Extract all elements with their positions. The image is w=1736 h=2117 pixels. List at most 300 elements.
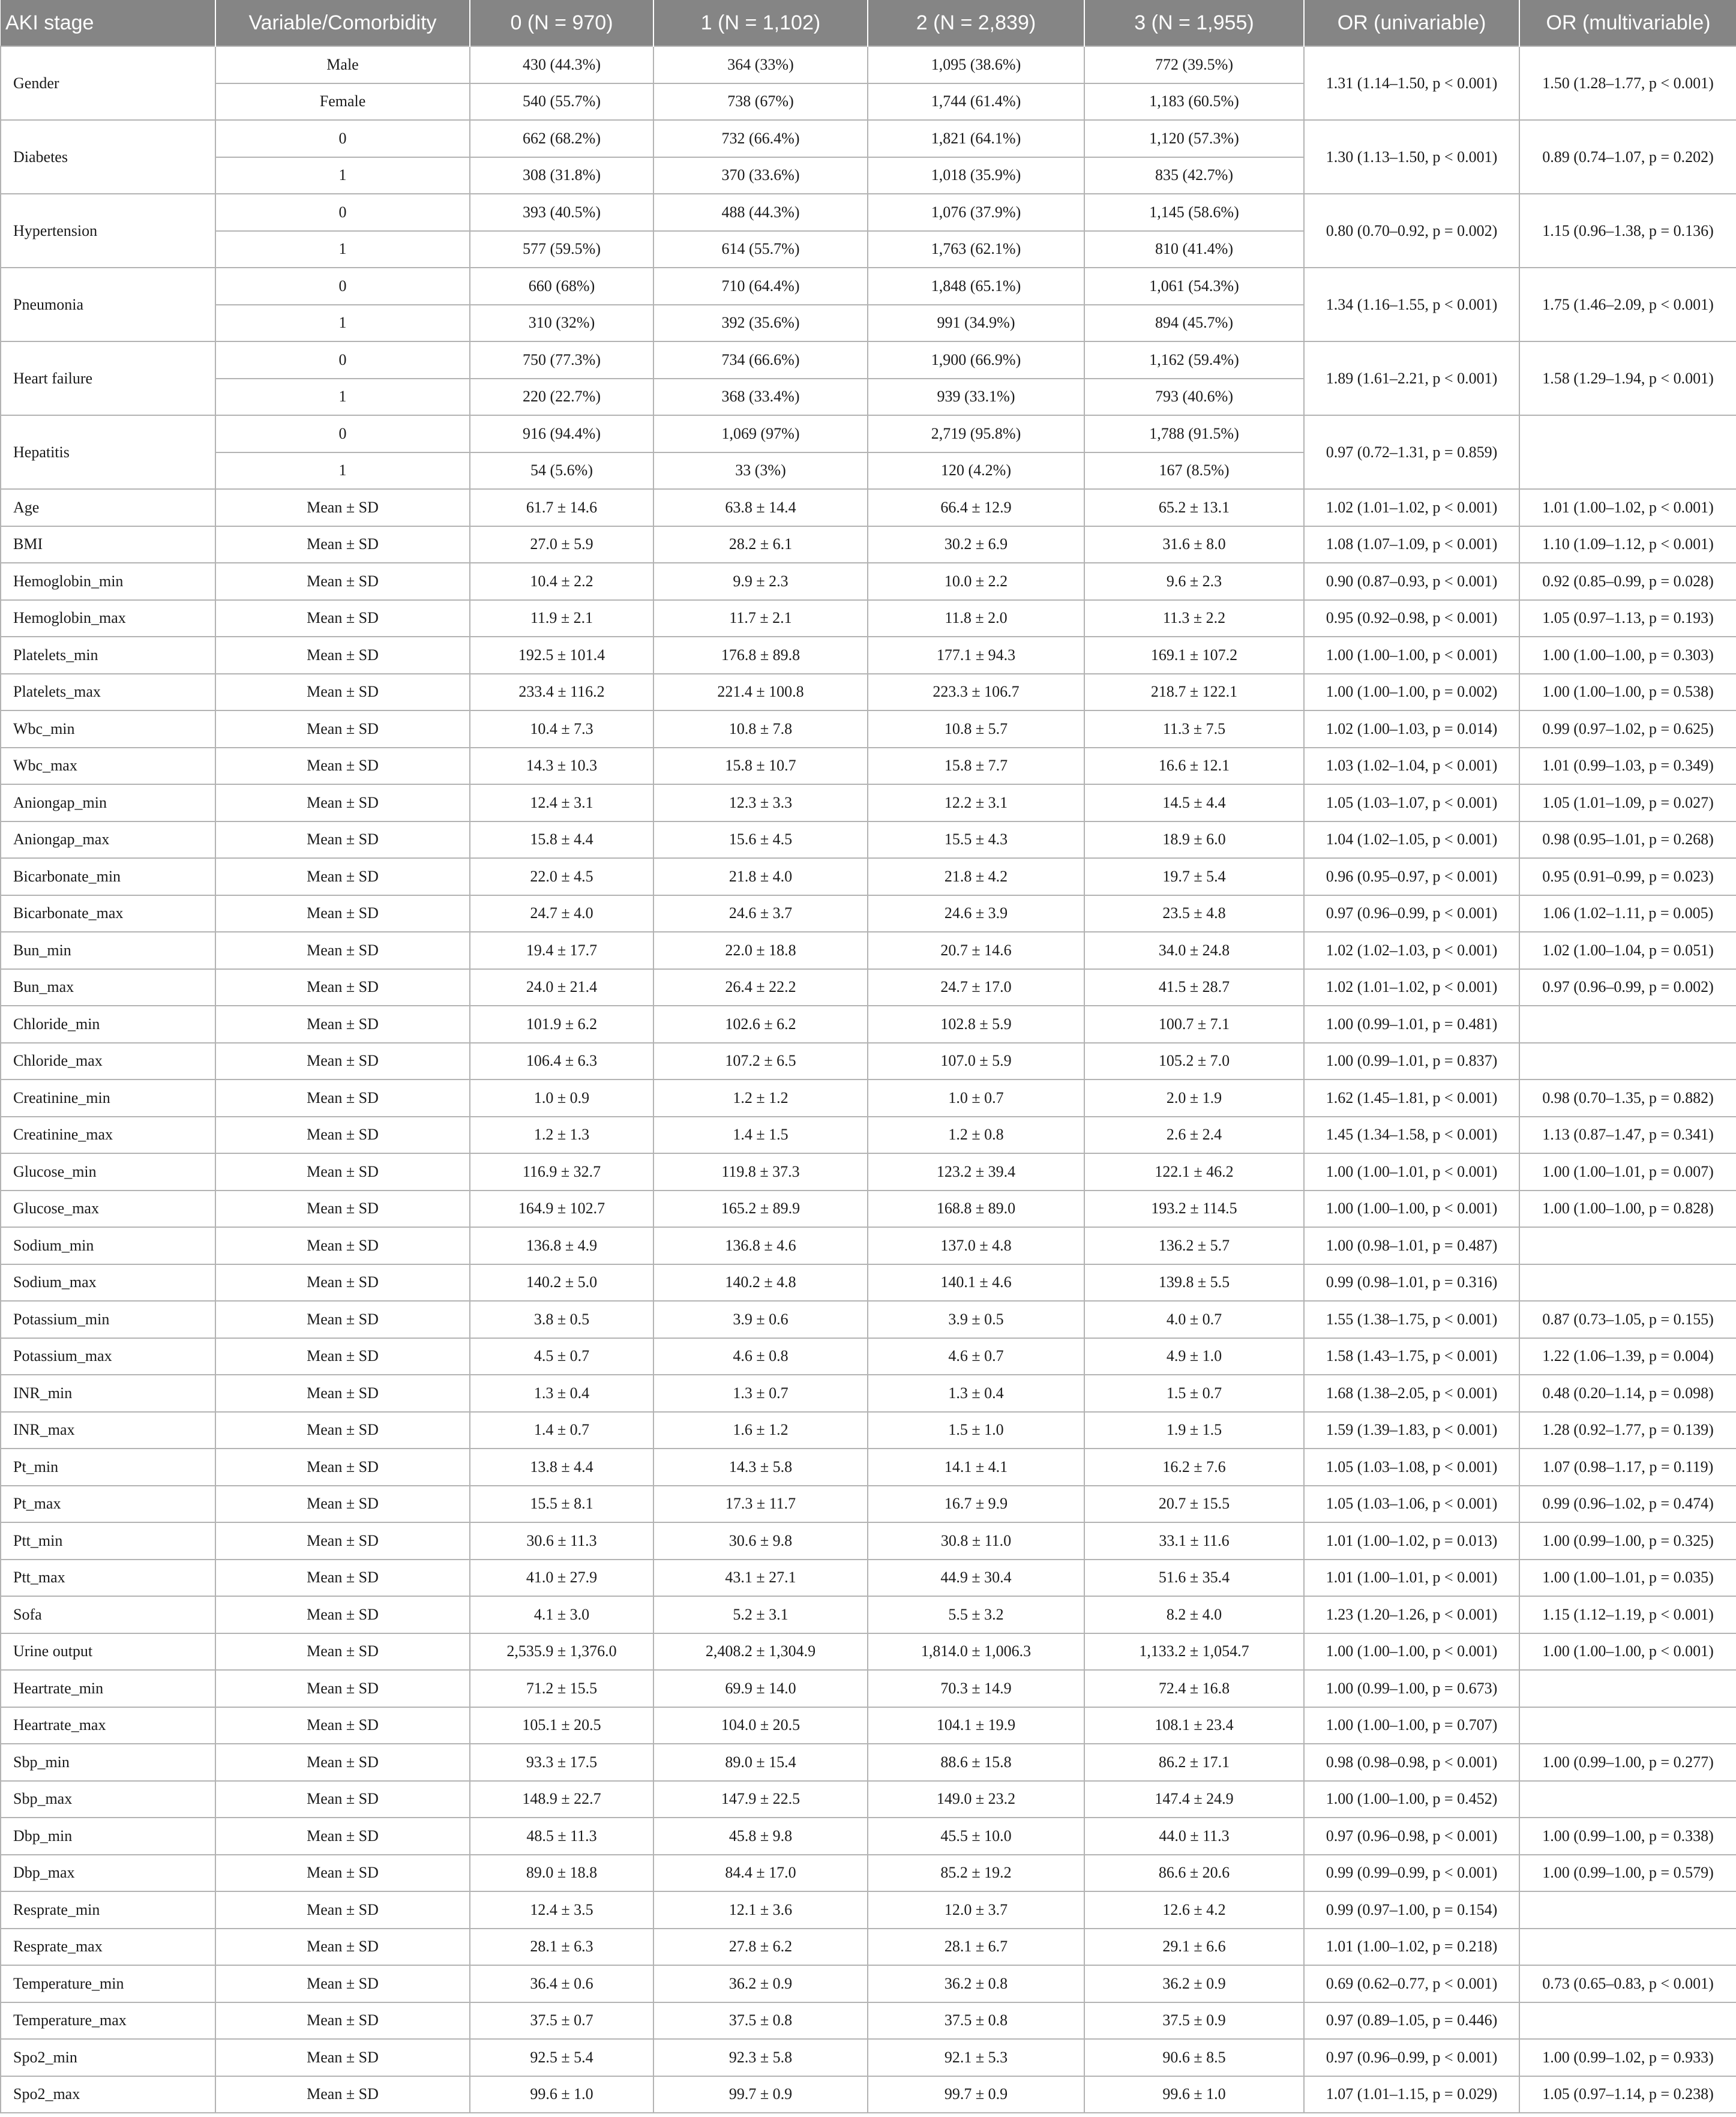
variable-name: BMI (1, 526, 215, 563)
value-stage-0: 10.4 ± 7.3 (470, 710, 653, 748)
value-stage-2: 102.8 ± 5.9 (868, 1006, 1084, 1043)
value-stage-1: 69.9 ± 14.0 (653, 1670, 868, 1707)
variable-name: Ptt_max (1, 1560, 215, 1597)
statistic-label: Mean ± SD (215, 526, 470, 563)
value-stage-0: 19.4 ± 17.7 (470, 932, 653, 969)
value-stage-0: 89.0 ± 18.8 (470, 1855, 653, 1892)
value-stage-1: 84.4 ± 17.0 (653, 1855, 868, 1892)
value-stage-2: 30.2 ± 6.9 (868, 526, 1084, 563)
table-row (1, 1670, 1736, 1707)
variable-name: Heartrate_min (1, 1670, 215, 1707)
value-stage-2: 1.5 ± 1.0 (868, 1412, 1084, 1449)
value-stage-3: 167 (8.5%) (1084, 452, 1304, 490)
value-stage-3: 8.2 ± 4.0 (1084, 1596, 1304, 1633)
value-stage-3: 31.6 ± 8.0 (1084, 526, 1304, 563)
value-stage-0: 916 (94.4%) (470, 415, 653, 452)
value-stage-0: 4.5 ± 0.7 (470, 1338, 653, 1375)
or-univariable: 1.02 (1.00–1.03, p = 0.014) (1304, 710, 1519, 748)
value-stage-1: 14.3 ± 5.8 (653, 1449, 868, 1486)
table-row (1, 784, 1736, 821)
value-stage-0: 24.7 ± 4.0 (470, 895, 653, 932)
value-stage-1: 738 (67%) (653, 83, 868, 121)
variable-name: Pt_max (1, 1486, 215, 1523)
value-stage-3: 90.6 ± 8.5 (1084, 2039, 1304, 2076)
or-multivariable: 1.01 (1.00–1.02, p < 0.001) (1519, 489, 1736, 526)
variable-name: Hypertension (1, 194, 215, 268)
variable-name: Platelets_min (1, 637, 215, 674)
or-multivariable: 0.48 (0.20–1.14, p = 0.098) (1519, 1375, 1736, 1412)
value-stage-0: 1.2 ± 1.3 (470, 1117, 653, 1154)
value-stage-1: 26.4 ± 22.2 (653, 969, 868, 1006)
or-multivariable (1519, 1227, 1736, 1264)
table-row (1, 1633, 1736, 1671)
or-univariable: 0.97 (0.96–0.99, p < 0.001) (1304, 895, 1519, 932)
value-stage-3: 139.8 ± 5.5 (1084, 1264, 1304, 1302)
or-multivariable: 1.00 (1.00–1.00, p = 0.828) (1519, 1191, 1736, 1228)
statistic-label: Mean ± SD (215, 1781, 470, 1818)
value-stage-3: 218.7 ± 122.1 (1084, 674, 1304, 711)
value-stage-2: 66.4 ± 12.9 (868, 489, 1084, 526)
statistic-label: Mean ± SD (215, 674, 470, 711)
or-multivariable: 1.13 (0.87–1.47, p = 0.341) (1519, 1117, 1736, 1154)
table-row (1, 341, 1736, 379)
value-stage-0: 48.5 ± 11.3 (470, 1818, 653, 1855)
statistic-label: Mean ± SD (215, 1043, 470, 1080)
level-label: 0 (215, 268, 470, 305)
table-row (1, 1006, 1736, 1043)
variable-name: Glucose_max (1, 1191, 215, 1228)
value-stage-0: 310 (32%) (470, 305, 653, 342)
value-stage-2: 1.3 ± 0.4 (868, 1375, 1084, 1412)
value-stage-1: 176.8 ± 89.8 (653, 637, 868, 674)
or-univariable: 1.03 (1.02–1.04, p < 0.001) (1304, 748, 1519, 785)
table-row (1, 1744, 1736, 1781)
table-row (1, 1080, 1736, 1117)
table-row (1, 1929, 1736, 1966)
table-row (1, 120, 1736, 157)
or-univariable: 1.89 (1.61–2.21, p < 0.001) (1304, 341, 1519, 415)
value-stage-1: 17.3 ± 11.7 (653, 1486, 868, 1523)
value-stage-0: 12.4 ± 3.1 (470, 784, 653, 821)
value-stage-3: 169.1 ± 107.2 (1084, 637, 1304, 674)
value-stage-0: 393 (40.5%) (470, 194, 653, 231)
value-stage-2: 37.5 ± 0.8 (868, 2002, 1084, 2040)
value-stage-2: 1.0 ± 0.7 (868, 1080, 1084, 1117)
level-label: 1 (215, 305, 470, 342)
statistic-label: Mean ± SD (215, 1191, 470, 1228)
table-row (1, 932, 1736, 969)
value-stage-2: 1.2 ± 0.8 (868, 1117, 1084, 1154)
or-multivariable: 1.05 (0.97–1.13, p = 0.193) (1519, 600, 1736, 637)
table-row (1, 415, 1736, 452)
value-stage-1: 104.0 ± 20.5 (653, 1707, 868, 1744)
value-stage-2: 1,763 (62.1%) (868, 231, 1084, 268)
statistic-label: Mean ± SD (215, 637, 470, 674)
table-row (1, 2002, 1736, 2040)
variable-name: Chloride_min (1, 1006, 215, 1043)
value-stage-3: 34.0 ± 24.8 (1084, 932, 1304, 969)
level-label: 1 (215, 157, 470, 194)
table-row (1, 1301, 1736, 1338)
table-row (1, 1560, 1736, 1597)
statistic-label: Mean ± SD (215, 1301, 470, 1338)
value-stage-3: 793 (40.6%) (1084, 379, 1304, 416)
statistic-label: Mean ± SD (215, 932, 470, 969)
variable-name: Hemoglobin_max (1, 600, 215, 637)
level-label: 1 (215, 379, 470, 416)
table-row (1, 1375, 1736, 1412)
value-stage-2: 12.2 ± 3.1 (868, 784, 1084, 821)
variable-name: Wbc_min (1, 710, 215, 748)
value-stage-0: 11.9 ± 2.1 (470, 600, 653, 637)
or-univariable: 0.80 (0.70–0.92, p = 0.002) (1304, 194, 1519, 268)
value-stage-3: 72.4 ± 16.8 (1084, 1670, 1304, 1707)
value-stage-0: 14.3 ± 10.3 (470, 748, 653, 785)
value-stage-2: 14.1 ± 4.1 (868, 1449, 1084, 1486)
value-stage-3: 9.6 ± 2.3 (1084, 563, 1304, 600)
value-stage-3: 4.0 ± 0.7 (1084, 1301, 1304, 1338)
or-multivariable (1519, 1043, 1736, 1080)
value-stage-2: 3.9 ± 0.5 (868, 1301, 1084, 1338)
value-stage-0: 660 (68%) (470, 268, 653, 305)
or-univariable: 1.01 (1.00–1.02, p = 0.218) (1304, 1929, 1519, 1966)
value-stage-2: 88.6 ± 15.8 (868, 1744, 1084, 1781)
or-multivariable: 1.00 (1.00–1.00, p = 0.303) (1519, 637, 1736, 674)
variable-name: Bun_min (1, 932, 215, 969)
variable-name: Sodium_max (1, 1264, 215, 1302)
value-stage-3: 20.7 ± 15.5 (1084, 1486, 1304, 1523)
value-stage-3: 41.5 ± 28.7 (1084, 969, 1304, 1006)
statistic-label: Mean ± SD (215, 1560, 470, 1597)
value-stage-0: 15.8 ± 4.4 (470, 821, 653, 859)
value-stage-1: 45.8 ± 9.8 (653, 1818, 868, 1855)
table-row (1, 1412, 1736, 1449)
statistic-label: Mean ± SD (215, 1375, 470, 1412)
value-stage-0: 27.0 ± 5.9 (470, 526, 653, 563)
or-univariable: 0.99 (0.98–1.01, p = 0.316) (1304, 1264, 1519, 1302)
value-stage-2: 149.0 ± 23.2 (868, 1781, 1084, 1818)
header-variable: Variable/Comorbidity (215, 0, 470, 46)
statistic-label: Mean ± SD (215, 895, 470, 932)
value-stage-2: 1,744 (61.4%) (868, 83, 1084, 121)
table-row (1, 1338, 1736, 1375)
value-stage-3: 1,183 (60.5%) (1084, 83, 1304, 121)
value-stage-1: 30.6 ± 9.8 (653, 1522, 868, 1560)
value-stage-2: 140.1 ± 4.6 (868, 1264, 1084, 1302)
value-stage-2: 223.3 ± 106.7 (868, 674, 1084, 711)
variable-name: Chloride_max (1, 1043, 215, 1080)
value-stage-2: 5.5 ± 3.2 (868, 1596, 1084, 1633)
or-univariable: 1.58 (1.43–1.75, p < 0.001) (1304, 1338, 1519, 1375)
or-multivariable (1519, 2002, 1736, 2040)
variable-name: Hepatitis (1, 415, 215, 489)
header-or-univariable: OR (univariable) (1304, 0, 1519, 46)
variable-name: Bicarbonate_max (1, 895, 215, 932)
value-stage-0: 164.9 ± 102.7 (470, 1191, 653, 1228)
value-stage-1: 368 (33.4%) (653, 379, 868, 416)
value-stage-0: 101.9 ± 6.2 (470, 1006, 653, 1043)
variable-name: Age (1, 489, 215, 526)
table-row (1, 2076, 1736, 2113)
table-body (1, 46, 1736, 2113)
or-multivariable: 1.06 (1.02–1.11, p = 0.005) (1519, 895, 1736, 932)
value-stage-1: 136.8 ± 4.6 (653, 1227, 868, 1264)
value-stage-1: 370 (33.6%) (653, 157, 868, 194)
value-stage-3: 1,145 (58.6%) (1084, 194, 1304, 231)
value-stage-0: 61.7 ± 14.6 (470, 489, 653, 526)
value-stage-1: 392 (35.6%) (653, 305, 868, 342)
value-stage-3: 193.2 ± 114.5 (1084, 1191, 1304, 1228)
or-multivariable: 0.99 (0.97–1.02, p = 0.625) (1519, 710, 1736, 748)
or-univariable: 1.68 (1.38–2.05, p < 0.001) (1304, 1375, 1519, 1412)
value-stage-3: 16.6 ± 12.1 (1084, 748, 1304, 785)
value-stage-2: 991 (34.9%) (868, 305, 1084, 342)
header-stage-1: 1 (N = 1,102) (653, 0, 868, 46)
value-stage-0: 1.3 ± 0.4 (470, 1375, 653, 1412)
statistic-label: Mean ± SD (215, 2002, 470, 2040)
variable-name: Wbc_max (1, 748, 215, 785)
or-multivariable: 1.00 (0.99–1.00, p = 0.325) (1519, 1522, 1736, 1560)
or-multivariable: 1.75 (1.46–2.09, p < 0.001) (1519, 268, 1736, 341)
value-stage-1: 1.2 ± 1.2 (653, 1080, 868, 1117)
variable-name: Urine output (1, 1633, 215, 1671)
value-stage-0: 430 (44.3%) (470, 46, 653, 83)
value-stage-0: 30.6 ± 11.3 (470, 1522, 653, 1560)
value-stage-0: 105.1 ± 20.5 (470, 1707, 653, 1744)
value-stage-3: 1.5 ± 0.7 (1084, 1375, 1304, 1412)
value-stage-2: 2,719 (95.8%) (868, 415, 1084, 452)
or-multivariable: 0.95 (0.91–0.99, p = 0.023) (1519, 858, 1736, 895)
or-multivariable (1519, 1006, 1736, 1043)
or-univariable: 1.02 (1.02–1.03, p < 0.001) (1304, 932, 1519, 969)
or-univariable: 0.97 (0.89–1.05, p = 0.446) (1304, 2002, 1519, 2040)
table-row (1, 1965, 1736, 2002)
value-stage-2: 10.8 ± 5.7 (868, 710, 1084, 748)
statistic-label: Mean ± SD (215, 600, 470, 637)
value-stage-1: 2,408.2 ± 1,304.9 (653, 1633, 868, 1671)
table-row (1, 748, 1736, 785)
statistic-label: Mean ± SD (215, 1227, 470, 1264)
or-multivariable: 0.73 (0.65–0.83, p < 0.001) (1519, 1965, 1736, 2002)
header-stage-0: 0 (N = 970) (470, 0, 653, 46)
table-row (1, 674, 1736, 711)
or-univariable: 1.05 (1.03–1.06, p < 0.001) (1304, 1486, 1519, 1523)
or-univariable: 1.00 (0.99–1.00, p = 0.673) (1304, 1670, 1519, 1707)
or-multivariable: 1.58 (1.29–1.94, p < 0.001) (1519, 341, 1736, 415)
value-stage-3: 772 (39.5%) (1084, 46, 1304, 83)
value-stage-1: 28.2 ± 6.1 (653, 526, 868, 563)
level-label: Male (215, 46, 470, 83)
value-stage-0: 140.2 ± 5.0 (470, 1264, 653, 1302)
table-row (1, 1596, 1736, 1633)
or-univariable: 1.00 (1.00–1.01, p < 0.001) (1304, 1153, 1519, 1191)
value-stage-2: 16.7 ± 9.9 (868, 1486, 1084, 1523)
variable-name: Heartrate_max (1, 1707, 215, 1744)
or-univariable: 1.05 (1.03–1.07, p < 0.001) (1304, 784, 1519, 821)
or-univariable: 0.96 (0.95–0.97, p < 0.001) (1304, 858, 1519, 895)
value-stage-1: 36.2 ± 0.9 (653, 1965, 868, 2002)
or-multivariable: 0.99 (0.96–1.02, p = 0.474) (1519, 1486, 1736, 1523)
value-stage-3: 29.1 ± 6.6 (1084, 1929, 1304, 1966)
value-stage-1: 710 (64.4%) (653, 268, 868, 305)
statistic-label: Mean ± SD (215, 748, 470, 785)
statistic-label: Mean ± SD (215, 1965, 470, 2002)
or-multivariable: 1.15 (1.12–1.19, p < 0.001) (1519, 1596, 1736, 1633)
value-stage-2: 45.5 ± 10.0 (868, 1818, 1084, 1855)
table-row (1, 1117, 1736, 1154)
or-multivariable: 0.98 (0.70–1.35, p = 0.882) (1519, 1080, 1736, 1117)
table-row (1, 637, 1736, 674)
value-stage-3: 835 (42.7%) (1084, 157, 1304, 194)
or-multivariable: 1.05 (1.01–1.09, p = 0.027) (1519, 784, 1736, 821)
or-univariable: 0.97 (0.96–0.98, p < 0.001) (1304, 1818, 1519, 1855)
variable-name: Heart failure (1, 341, 215, 415)
or-univariable: 1.34 (1.16–1.55, p < 0.001) (1304, 268, 1519, 341)
table-row (1, 1043, 1736, 1080)
statistic-label: Mean ± SD (215, 1338, 470, 1375)
table-row (1, 1227, 1736, 1264)
value-stage-1: 165.2 ± 89.9 (653, 1191, 868, 1228)
value-stage-2: 11.8 ± 2.0 (868, 600, 1084, 637)
or-univariable: 0.99 (0.99–0.99, p < 0.001) (1304, 1855, 1519, 1892)
table-row (1, 2039, 1736, 2076)
level-label: 0 (215, 415, 470, 452)
value-stage-1: 33 (3%) (653, 452, 868, 490)
value-stage-3: 1,133.2 ± 1,054.7 (1084, 1633, 1304, 1671)
table-row (1, 1891, 1736, 1929)
or-multivariable: 1.00 (0.99–1.00, p = 0.338) (1519, 1818, 1736, 1855)
value-stage-0: 1.0 ± 0.9 (470, 1080, 653, 1117)
or-multivariable (1519, 1707, 1736, 1744)
value-stage-3: 14.5 ± 4.4 (1084, 784, 1304, 821)
value-stage-2: 30.8 ± 11.0 (868, 1522, 1084, 1560)
value-stage-3: 23.5 ± 4.8 (1084, 895, 1304, 932)
table-row (1, 1153, 1736, 1191)
value-stage-3: 51.6 ± 35.4 (1084, 1560, 1304, 1597)
value-stage-1: 3.9 ± 0.6 (653, 1301, 868, 1338)
value-stage-3: 136.2 ± 5.7 (1084, 1227, 1304, 1264)
value-stage-3: 1,788 (91.5%) (1084, 415, 1304, 452)
value-stage-2: 168.8 ± 89.0 (868, 1191, 1084, 1228)
or-univariable: 1.02 (1.01–1.02, p < 0.001) (1304, 969, 1519, 1006)
variable-name: Resprate_min (1, 1891, 215, 1929)
value-stage-1: 12.3 ± 3.3 (653, 784, 868, 821)
table-row (1, 600, 1736, 637)
variable-name: Spo2_min (1, 2039, 215, 2076)
variable-name: Aniongap_min (1, 784, 215, 821)
value-stage-0: 10.4 ± 2.2 (470, 563, 653, 600)
value-stage-1: 1.6 ± 1.2 (653, 1412, 868, 1449)
table-row (1, 1818, 1736, 1855)
value-stage-2: 1,018 (35.9%) (868, 157, 1084, 194)
value-stage-3: 37.5 ± 0.9 (1084, 2002, 1304, 2040)
value-stage-1: 1.4 ± 1.5 (653, 1117, 868, 1154)
or-multivariable: 1.05 (0.97–1.14, p = 0.238) (1519, 2076, 1736, 2113)
value-stage-2: 1,821 (64.1%) (868, 120, 1084, 157)
value-stage-2: 1,900 (66.9%) (868, 341, 1084, 379)
or-univariable: 1.00 (1.00–1.00, p = 0.452) (1304, 1781, 1519, 1818)
statistic-label: Mean ± SD (215, 821, 470, 859)
value-stage-1: 24.6 ± 3.7 (653, 895, 868, 932)
value-stage-3: 19.7 ± 5.4 (1084, 858, 1304, 895)
value-stage-2: 24.6 ± 3.9 (868, 895, 1084, 932)
statistic-label: Mean ± SD (215, 1818, 470, 1855)
or-univariable: 0.95 (0.92–0.98, p < 0.001) (1304, 600, 1519, 637)
value-stage-2: 99.7 ± 0.9 (868, 2076, 1084, 2113)
or-univariable: 1.55 (1.38–1.75, p < 0.001) (1304, 1301, 1519, 1338)
variable-name: Sbp_min (1, 1744, 215, 1781)
variable-name: Sodium_min (1, 1227, 215, 1264)
value-stage-2: 1,814.0 ± 1,006.3 (868, 1633, 1084, 1671)
value-stage-3: 122.1 ± 46.2 (1084, 1153, 1304, 1191)
variable-name: Spo2_max (1, 2076, 215, 2113)
or-univariable: 1.02 (1.01–1.02, p < 0.001) (1304, 489, 1519, 526)
or-univariable: 1.45 (1.34–1.58, p < 0.001) (1304, 1117, 1519, 1154)
level-label: 0 (215, 341, 470, 379)
value-stage-0: 92.5 ± 5.4 (470, 2039, 653, 2076)
statistic-label: Mean ± SD (215, 1891, 470, 1929)
value-stage-3: 18.9 ± 6.0 (1084, 821, 1304, 859)
or-univariable: 1.01 (1.00–1.02, p = 0.013) (1304, 1522, 1519, 1560)
or-univariable: 1.00 (1.00–1.00, p = 0.707) (1304, 1707, 1519, 1744)
value-stage-3: 16.2 ± 7.6 (1084, 1449, 1304, 1486)
value-stage-1: 15.6 ± 4.5 (653, 821, 868, 859)
value-stage-2: 85.2 ± 19.2 (868, 1855, 1084, 1892)
or-univariable: 1.30 (1.13–1.50, p < 0.001) (1304, 120, 1519, 194)
value-stage-0: 308 (31.8%) (470, 157, 653, 194)
statistic-label: Mean ± SD (215, 1080, 470, 1117)
value-stage-0: 106.4 ± 6.3 (470, 1043, 653, 1080)
value-stage-2: 24.7 ± 17.0 (868, 969, 1084, 1006)
variable-name: Hemoglobin_min (1, 563, 215, 600)
value-stage-0: 4.1 ± 3.0 (470, 1596, 653, 1633)
or-univariable: 0.98 (0.98–0.98, p < 0.001) (1304, 1744, 1519, 1781)
table-row (1, 1707, 1736, 1744)
variable-name: Ptt_min (1, 1522, 215, 1560)
or-multivariable: 1.22 (1.06–1.39, p = 0.004) (1519, 1338, 1736, 1375)
value-stage-2: 70.3 ± 14.9 (868, 1670, 1084, 1707)
value-stage-3: 33.1 ± 11.6 (1084, 1522, 1304, 1560)
value-stage-0: 577 (59.5%) (470, 231, 653, 268)
value-stage-0: 540 (55.7%) (470, 83, 653, 121)
or-univariable: 0.97 (0.72–1.31, p = 0.859) (1304, 415, 1519, 489)
value-stage-1: 63.8 ± 14.4 (653, 489, 868, 526)
value-stage-2: 137.0 ± 4.8 (868, 1227, 1084, 1264)
value-stage-0: 3.8 ± 0.5 (470, 1301, 653, 1338)
value-stage-2: 15.5 ± 4.3 (868, 821, 1084, 859)
statistic-label: Mean ± SD (215, 1117, 470, 1154)
variable-name: Creatinine_max (1, 1117, 215, 1154)
variable-name: Gender (1, 46, 215, 120)
value-stage-2: 1,076 (37.9%) (868, 194, 1084, 231)
or-multivariable: 0.87 (0.73–1.05, p = 0.155) (1519, 1301, 1736, 1338)
or-univariable: 1.23 (1.20–1.26, p < 0.001) (1304, 1596, 1519, 1633)
value-stage-3: 65.2 ± 13.1 (1084, 489, 1304, 526)
value-stage-3: 1,162 (59.4%) (1084, 341, 1304, 379)
statistic-label: Mean ± SD (215, 1670, 470, 1707)
statistic-label: Mean ± SD (215, 969, 470, 1006)
value-stage-3: 2.6 ± 2.4 (1084, 1117, 1304, 1154)
variable-name: Bun_max (1, 969, 215, 1006)
or-univariable: 0.99 (0.97–1.00, p = 0.154) (1304, 1891, 1519, 1929)
statistic-label: Mean ± SD (215, 1006, 470, 1043)
value-stage-3: 86.2 ± 17.1 (1084, 1744, 1304, 1781)
value-stage-1: 734 (66.6%) (653, 341, 868, 379)
value-stage-2: 104.1 ± 19.9 (868, 1707, 1084, 1744)
table-row (1, 821, 1736, 859)
variable-name: Pneumonia (1, 268, 215, 341)
value-stage-0: 136.8 ± 4.9 (470, 1227, 653, 1264)
